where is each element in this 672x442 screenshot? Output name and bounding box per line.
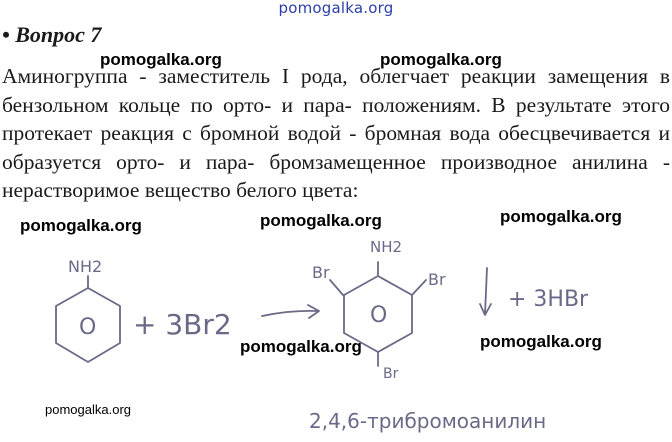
question-text: Аминогруппа - заместитель I рода, облегчает реакции замещения в бензольном кольце по орто- и пара- положениям. В результате этого протекает реакция с бромной водой - бромная вода обесцвечивается и образуется орто- и пара- бромзамещенное производное анилина - нерастворимое вещество белого цвета: [2,64,670,203]
precipitate-arrow-icon [480,268,491,315]
watermark: pomogalka.org [380,50,502,69]
watermark: pomogalka.org [240,337,362,356]
watermark: pomogalka.org [100,50,222,69]
watermark: pomogalka.org [480,332,602,351]
watermark: pomogalka.org [20,216,142,235]
watermark: pomogalka.org [500,207,622,226]
watermark-top: pomogalka.org [278,0,394,17]
question-heading: • Вопрос 7 [2,22,102,47]
reagent-label: + 3Br2 [133,308,232,341]
reaction-arrow [262,305,319,318]
bromine-right-label: Br [428,270,446,289]
watermark: pomogalka.org [45,402,131,417]
product-name: 2,4,6-трибромоанилин [309,409,547,433]
byproduct-label: + 3HBr [508,287,589,312]
reactant-group-label: NH2 [68,257,103,276]
watermark: pomogalka.org [260,211,382,230]
product-ring-label: O [370,303,388,328]
bromine-bottom-label: Br [383,366,399,382]
ring-label: O [79,315,97,340]
bromine-left-label: Br [312,263,330,282]
product-group-label: NH2 [370,238,403,256]
